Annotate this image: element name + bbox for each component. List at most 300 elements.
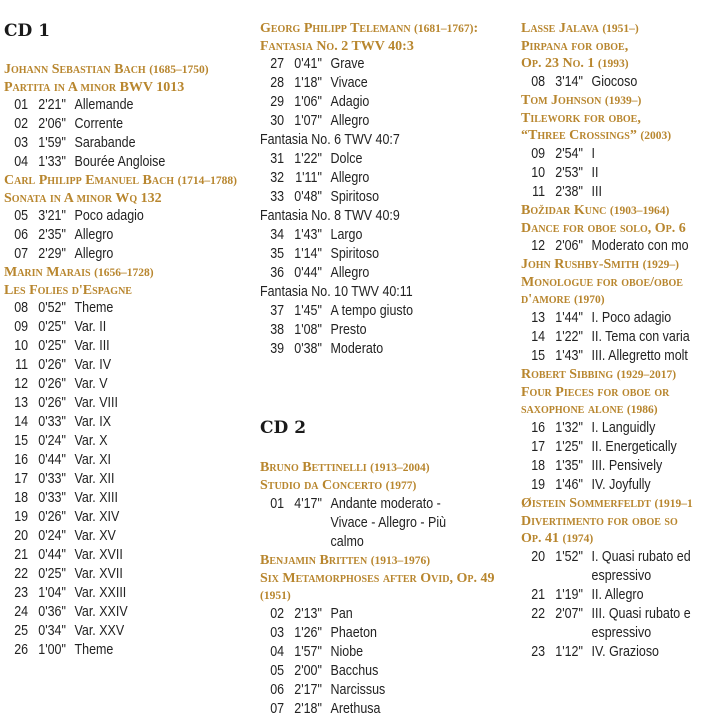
track-duration: 0'38" — [294, 341, 322, 357]
track-duration: 1'43" — [555, 348, 583, 364]
track-number: 05 — [270, 663, 285, 679]
track-number: 19 — [531, 477, 546, 493]
track-list — [521, 73, 720, 92]
track-row — [521, 438, 692, 457]
track-row — [521, 309, 692, 328]
track-title: Var. XXIII — [74, 585, 127, 601]
work-title: Partita in A minor BWV 1013 — [4, 80, 185, 95]
track-duration: 2'00" — [294, 663, 322, 679]
column-cd1 — [4, 0, 256, 660]
track-row — [4, 226, 221, 245]
track-number: 03 — [270, 625, 285, 641]
track-number: 24 — [14, 604, 29, 620]
track-duration: 1'44" — [555, 310, 583, 326]
work-subtitle: Fantasia No. 10 TWV 40:11 — [260, 284, 413, 300]
track-number: 23 — [14, 585, 29, 601]
track-number: 29 — [270, 94, 285, 110]
track-title: Allemande — [74, 97, 134, 113]
track-number: 15 — [14, 433, 29, 449]
composer-heading: Marin Marais (1656–1728) — [4, 265, 154, 280]
work-title: Les Folies d'Espagne — [4, 283, 132, 298]
track-duration: 1'11" — [295, 170, 322, 186]
track-number: 16 — [531, 420, 546, 436]
composer-heading: John Rushby-Smith (1929–) — [521, 257, 679, 272]
track-duration: 1'07" — [294, 113, 322, 129]
track-duration: 0'25" — [38, 319, 66, 335]
track-title: Corrente — [74, 116, 124, 132]
track-list — [260, 495, 518, 552]
track-number: 06 — [270, 682, 285, 698]
track-number: 13 — [531, 310, 546, 326]
composer-heading: Božidar Kunc (1903–1964) — [521, 203, 670, 218]
track-number: 26 — [14, 642, 29, 658]
track-duration: 0'26" — [38, 357, 66, 373]
track-title: Var. XVII — [74, 547, 123, 563]
track-duration: 1'57" — [294, 644, 322, 660]
track-number: 08 — [531, 74, 546, 90]
track-number: 12 — [14, 376, 29, 392]
track-number: 10 — [531, 165, 546, 181]
work-title: Pirpana for oboe, — [521, 39, 629, 54]
track-number: 25 — [14, 623, 29, 639]
track-title: Allegro — [330, 265, 370, 281]
column-telemann-cd2 — [260, 0, 518, 719]
track-row — [4, 470, 221, 489]
track-row — [521, 164, 692, 183]
track-row — [4, 565, 221, 584]
track-number: 20 — [14, 528, 29, 544]
track-duration: 0'24" — [38, 433, 66, 449]
composer-heading: Lasse Jalava (1951–) — [521, 21, 639, 36]
track-row — [260, 321, 482, 340]
track-duration: 2'18" — [294, 701, 322, 717]
work-title-cont: Op. 23 No. 1 (1993) — [521, 56, 629, 71]
track-duration: 1'00" — [38, 642, 66, 658]
track-title: III — [591, 184, 602, 200]
track-duration: 0'25" — [38, 566, 66, 582]
track-number: 04 — [14, 154, 29, 170]
track-row — [260, 226, 482, 245]
track-duration: 1'06" — [294, 94, 322, 110]
track-duration: 0'26" — [38, 376, 66, 392]
track-row — [260, 700, 482, 719]
track-number: 02 — [14, 116, 29, 132]
track-title: I. Quasi rubato ed espressivo — [591, 549, 691, 584]
work-cpe-bach — [4, 172, 256, 264]
track-number: 38 — [270, 322, 285, 338]
track-number: 28 — [270, 75, 285, 91]
track-title: Var. XIV — [74, 509, 120, 525]
track-number: 03 — [14, 135, 29, 151]
track-row — [521, 183, 692, 202]
track-title: Adagio — [330, 94, 370, 110]
track-row — [4, 432, 221, 451]
track-row — [260, 93, 482, 112]
track-row — [521, 237, 692, 256]
track-title: Spiritoso — [330, 189, 380, 205]
track-list — [4, 299, 256, 660]
track-title: Presto — [330, 322, 367, 338]
work-title: Six Metamorphoses after Ovid, Op. 49 (1951) — [260, 571, 495, 602]
track-row — [4, 508, 221, 527]
track-number: 02 — [270, 606, 285, 622]
track-duration: 3'21" — [38, 208, 66, 224]
track-duration: 0'44" — [38, 547, 66, 563]
track-title: Var. XII — [74, 471, 115, 487]
track-number: 20 — [531, 549, 546, 565]
track-duration: 2'06" — [38, 116, 66, 132]
work-marais — [4, 264, 256, 660]
composer-heading: Robert Sibbing (1929–2017) — [521, 367, 677, 382]
work-subtitle: Fantasia No. 8 TWV 40:9 — [260, 208, 400, 224]
track-duration: 0'44" — [38, 452, 66, 468]
work-title: Dance for oboe solo, Op. 6 — [521, 221, 686, 236]
track-row — [4, 603, 221, 622]
track-list — [4, 96, 256, 172]
track-title: Var. XIII — [74, 490, 118, 506]
track-title: III. Quasi rubato e espressivo — [591, 606, 691, 641]
track-number: 12 — [531, 238, 546, 254]
track-row — [521, 145, 692, 164]
work-sibbing — [521, 366, 720, 495]
track-duration: 2'07" — [555, 606, 583, 622]
track-number: 18 — [531, 458, 546, 474]
track-number: 14 — [14, 414, 29, 430]
track-row — [4, 115, 221, 134]
work-bettinelli — [260, 459, 518, 552]
track-row — [260, 605, 482, 624]
track-row — [4, 318, 221, 337]
work-title-cont: “Three Crossings” (2003) — [521, 128, 672, 143]
track-row — [4, 134, 221, 153]
cd1-heading: CD 1 — [4, 21, 51, 41]
composer-heading: Bruno Bettinelli (1913–2004) — [260, 460, 430, 475]
track-title: Phaeton — [330, 625, 377, 641]
track-duration: 1'22" — [555, 329, 583, 345]
track-number: 39 — [270, 341, 285, 357]
track-number: 05 — [14, 208, 29, 224]
track-title: Var. III — [74, 338, 110, 354]
track-title: Largo — [330, 227, 363, 243]
track-duration: 1'18" — [294, 75, 322, 91]
track-duration: 2'17" — [294, 682, 322, 698]
work-britten — [260, 552, 518, 719]
track-title: Poco adagio — [74, 208, 144, 224]
track-number: 10 — [14, 338, 29, 354]
track-duration: 1'35" — [555, 458, 583, 474]
track-number: 37 — [270, 303, 285, 319]
track-list — [260, 226, 518, 283]
track-title: Grave — [330, 56, 365, 72]
work-title-cont: d'amore (1970) — [521, 292, 605, 307]
track-row — [260, 112, 482, 131]
track-number: 30 — [270, 113, 285, 129]
track-duration: 1'32" — [555, 420, 583, 436]
track-duration: 0'41" — [294, 56, 322, 72]
track-duration: 1'19" — [555, 587, 583, 603]
track-duration: 1'46" — [555, 477, 583, 493]
track-title: Allegro — [330, 113, 370, 129]
work-title: Sonata in A minor Wq 132 — [4, 191, 162, 206]
track-title: Arethusa — [330, 701, 381, 717]
track-number: 07 — [14, 246, 29, 262]
track-duration: 1'45" — [294, 303, 322, 319]
track-title: II — [591, 165, 599, 181]
track-title: Bacchus — [330, 663, 379, 679]
track-number: 22 — [14, 566, 29, 582]
track-title: III. Pensively — [591, 458, 663, 474]
track-duration: 2'29" — [38, 246, 66, 262]
track-duration: 1'26" — [294, 625, 322, 641]
track-row — [260, 74, 482, 93]
track-row — [260, 624, 482, 643]
track-number: 15 — [531, 348, 546, 364]
track-title: A tempo giusto — [330, 303, 414, 319]
composer-heading: Johann Sebastian Bach (1685–1750) — [4, 62, 209, 77]
track-row — [4, 153, 221, 172]
track-row — [4, 451, 221, 470]
track-duration: 1'08" — [294, 322, 322, 338]
track-number: 08 — [14, 300, 29, 316]
track-row — [4, 394, 221, 413]
track-row — [521, 328, 692, 347]
work-title-cont: saxophone alone (1986) — [521, 402, 658, 417]
track-title: Allegro — [74, 246, 114, 262]
track-list — [521, 548, 720, 662]
track-number: 09 — [14, 319, 29, 335]
track-list — [521, 419, 720, 495]
track-number: 04 — [270, 644, 285, 660]
track-row — [4, 337, 221, 356]
track-title: I. Poco adagio — [591, 310, 672, 326]
track-title: Var. XXV — [74, 623, 125, 639]
track-title: Spiritoso — [330, 246, 380, 262]
track-row — [4, 299, 221, 318]
track-list — [260, 605, 518, 719]
track-row — [521, 347, 692, 366]
track-duration: 4'17" — [294, 496, 322, 512]
track-title: Var. IX — [74, 414, 112, 430]
track-duration: 1'22" — [294, 151, 322, 167]
work-subtitle: Fantasia No. 6 TWV 40:7 — [260, 132, 400, 148]
track-title: Moderato — [330, 341, 384, 357]
track-title: Andante moderato - Vivace - Allegro - Più calmo — [330, 496, 447, 550]
track-row — [260, 495, 482, 552]
track-row — [4, 546, 221, 565]
track-row — [521, 643, 692, 662]
work-title: Divertimento for oboe so — [521, 514, 678, 529]
track-duration: 1'59" — [38, 135, 66, 151]
track-number: 13 — [14, 395, 29, 411]
track-list — [260, 302, 518, 359]
track-duration: 0'36" — [38, 604, 66, 620]
track-row — [260, 188, 482, 207]
track-number: 14 — [531, 329, 546, 345]
track-title: Var. XVII — [74, 566, 123, 582]
track-row — [4, 207, 221, 226]
track-title: Giocoso — [591, 74, 638, 90]
track-duration: 0'26" — [38, 509, 66, 525]
track-duration: 3'14" — [555, 74, 583, 90]
work-title: Monologue for oboe/oboe — [521, 275, 683, 290]
track-duration: 2'21" — [38, 97, 66, 113]
track-duration: 0'52" — [38, 300, 66, 316]
composer-heading: Øistein Sommerfeldt (1919–1 — [521, 496, 693, 511]
track-list — [4, 207, 256, 264]
track-row — [260, 55, 482, 74]
track-number: 34 — [270, 227, 285, 243]
track-title: Moderato con mo — [591, 238, 689, 254]
track-number: 33 — [270, 189, 285, 205]
track-title: Var. X — [74, 433, 108, 449]
track-row — [521, 586, 692, 605]
track-duration: 1'12" — [555, 644, 583, 660]
track-duration: 1'14" — [294, 246, 322, 262]
track-title: IV. Grazioso — [591, 644, 659, 660]
work-rushby-smith — [521, 256, 720, 366]
track-row — [521, 548, 692, 586]
work-jalava — [521, 20, 720, 92]
track-row — [4, 96, 221, 115]
track-duration: 0'33" — [38, 414, 66, 430]
track-number: 21 — [531, 587, 546, 603]
track-row — [521, 605, 692, 643]
track-duration: 0'33" — [38, 490, 66, 506]
track-row — [260, 245, 482, 264]
track-title: I — [591, 146, 595, 162]
work-johnson — [521, 92, 720, 202]
track-duration: 0'26" — [38, 395, 66, 411]
track-row — [260, 264, 482, 283]
track-title: Var. II — [74, 319, 107, 335]
track-duration: 1'25" — [555, 439, 583, 455]
track-number: 01 — [14, 97, 29, 113]
track-number: 22 — [531, 606, 546, 622]
track-title: Niobe — [330, 644, 364, 660]
track-list — [521, 145, 720, 202]
track-number: 01 — [270, 496, 285, 512]
track-duration: 2'13" — [294, 606, 322, 622]
track-number: 11 — [532, 184, 546, 200]
track-row — [260, 681, 482, 700]
track-number: 07 — [270, 701, 285, 717]
track-row — [4, 375, 221, 394]
track-list — [260, 55, 518, 131]
track-number: 27 — [270, 56, 285, 72]
track-row — [521, 457, 692, 476]
track-title: Theme — [74, 300, 114, 316]
track-row — [260, 662, 482, 681]
track-title: II. Energetically — [591, 439, 677, 455]
work-title: Studio da Concerto (1977) — [260, 478, 417, 493]
track-row — [260, 169, 482, 188]
track-number: 35 — [270, 246, 285, 262]
work-title: Tilework for oboe, — [521, 111, 641, 126]
track-title: Var. XI — [74, 452, 112, 468]
work-bach — [4, 61, 256, 172]
track-row — [4, 489, 221, 508]
track-duration: 0'34" — [38, 623, 66, 639]
composer-heading: Tom Johnson (1939–) — [521, 93, 642, 108]
track-list — [521, 237, 720, 256]
column-cd2-continued — [521, 0, 720, 662]
track-number: 17 — [14, 471, 29, 487]
track-row — [260, 302, 482, 321]
track-duration: 1'33" — [38, 154, 66, 170]
track-duration: 0'33" — [38, 471, 66, 487]
work-kunc — [521, 202, 720, 256]
track-title: Allegro — [330, 170, 370, 186]
track-number: 11 — [15, 357, 29, 373]
track-duration: 1'52" — [555, 549, 583, 565]
track-title: Bourée Angloise — [74, 154, 166, 170]
track-row — [4, 584, 221, 603]
track-duration: 1'43" — [294, 227, 322, 243]
track-number: 06 — [14, 227, 29, 243]
track-duration: 1'04" — [38, 585, 66, 601]
track-row — [4, 527, 221, 546]
track-number: 32 — [270, 170, 285, 186]
track-number: 23 — [531, 644, 546, 660]
composer-heading: Georg Philipp Telemann (1681–1767): Fantasia No. 2 TWV 40:3 — [260, 21, 479, 54]
track-number: 36 — [270, 265, 285, 281]
track-row — [4, 356, 221, 375]
track-row — [4, 641, 221, 660]
track-duration: 2'54" — [555, 146, 583, 162]
track-title: Pan — [330, 606, 353, 622]
track-list — [521, 309, 720, 366]
track-title: II. Allegro — [591, 587, 644, 603]
track-title: Allegro — [74, 227, 114, 243]
track-title: I. Languidly — [591, 420, 656, 436]
track-duration: 0'48" — [294, 189, 322, 205]
track-duration: 2'53" — [555, 165, 583, 181]
track-number: 21 — [14, 547, 29, 563]
track-row — [4, 245, 221, 264]
track-row — [260, 150, 482, 169]
track-duration: 2'38" — [555, 184, 583, 200]
track-row — [260, 340, 482, 359]
track-duration: 2'06" — [555, 238, 583, 254]
track-row — [4, 413, 221, 432]
track-number: 19 — [14, 509, 29, 525]
work-title-cont: Op. 41 (1974) — [521, 531, 594, 546]
track-number: 17 — [531, 439, 546, 455]
cd2-heading: CD 2 — [260, 418, 307, 438]
track-list — [260, 150, 518, 207]
track-title: Var. V — [74, 376, 108, 392]
composer-heading: Benjamin Britten (1913–1976) — [260, 553, 431, 568]
work-sommerfeldt — [521, 495, 720, 662]
track-row — [4, 622, 221, 641]
track-title: Sarabande — [74, 135, 136, 151]
track-title: Vivace — [330, 75, 368, 91]
track-title: III. Allegretto molt — [591, 348, 688, 364]
track-number: 09 — [531, 146, 546, 162]
track-number: 16 — [14, 452, 29, 468]
work-title: Four Pieces for oboe or — [521, 385, 670, 400]
track-row — [521, 419, 692, 438]
track-title: Var. XXIV — [74, 604, 128, 620]
work-telemann — [260, 20, 518, 359]
track-duration: 0'44" — [294, 265, 322, 281]
track-title: Var. VIII — [74, 395, 118, 411]
track-title: Var. XV — [74, 528, 116, 544]
track-title: Dolce — [330, 151, 363, 167]
track-title: Theme — [74, 642, 114, 658]
track-row — [521, 73, 692, 92]
track-duration: 0'24" — [38, 528, 66, 544]
